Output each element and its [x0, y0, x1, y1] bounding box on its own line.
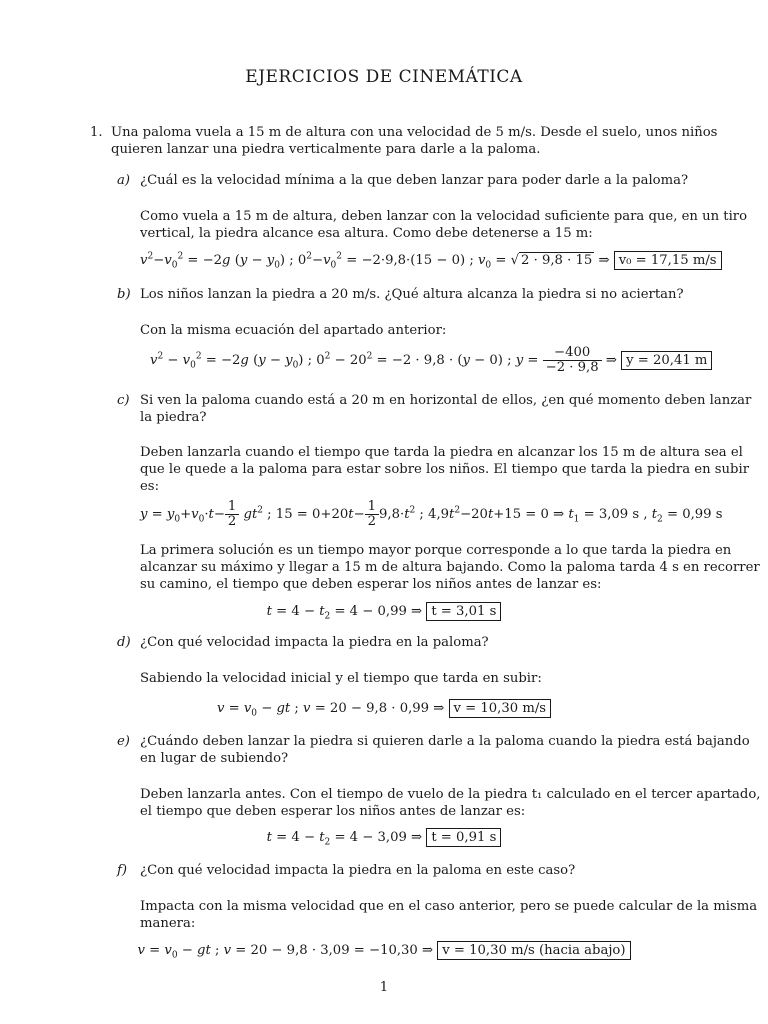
statement-line: quieren lanzar una piedra verticalmente para darle a la paloma.	[111, 142, 541, 157]
text-line: que le quede a la paloma para estar sobre los niños. El tiempo que tarda la piedra en subir	[140, 462, 750, 477]
result-box: t = 3,01 s	[426, 602, 501, 621]
part-question	[140, 733, 750, 767]
fraction: $\frac{-400}{-2 \cdot 9,8}$	[543, 346, 602, 375]
result-box: v = 10,30 m/s	[449, 699, 552, 718]
text-line: manera:	[140, 916, 196, 931]
part-text	[140, 208, 747, 242]
part-label: a)	[117, 173, 131, 188]
part-label: b)	[117, 287, 131, 302]
part-text: Con la misma ecuación del apartado anterior:	[140, 323, 447, 338]
text-line: vertical, la piedra alcance esa altura. Como debe detenerse a 15 m:	[140, 226, 593, 241]
equation-c: $y = y_0+v_0\cdot t-$ $\frac{1}{2}$ $gt^2$ ; 15 = 0+20t− $\frac{1}{2}$ $9,8\cdot t^2$ ; $4,9t^2-20t+15 = 0$ ⇒ $t_1 = 3,09$ s , $t_2 = 0,99$ s	[140, 499, 723, 529]
text-line: La primera solución es un tiempo mayor porque corresponde a lo que tarda la piedra en	[140, 543, 732, 558]
text-line: alcanzar su máximo y llegar a 15 m de altura bajando. Como la paloma tarda 4 s en recorrer	[140, 560, 760, 575]
part-question: Los niños lanzan la piedra a 20 m/s. ¿Qué altura alcanza la piedra si no aciertan?	[140, 287, 684, 302]
equation-f: $v = v_0$ − gt ; v = 20 − 9,8 · 3,09 = −10,30 ⇒ v = 10,30 m/s (hacia abajo)	[0, 942, 768, 959]
result-box: y = 20,41 m	[621, 351, 712, 370]
question-line: la piedra?	[140, 410, 207, 425]
text-line: el tiempo que deben esperar los niños antes de lanzar es:	[140, 804, 526, 819]
text-line: Deben lanzarla cuando el tiempo que tarda la piedra en alcanzar los 15 m de altura sea el	[140, 445, 743, 460]
part-text	[140, 444, 749, 495]
exercise-statement	[111, 124, 717, 158]
part-label: f)	[117, 863, 128, 878]
equation-d: $v = v_0$ − gt ; v = 20 − 9,8 · 0,99 ⇒ v = 10,30 m/s	[0, 700, 768, 717]
question-line: Si ven la paloma cuando está a 20 m en horizontal de ellos, ¿en qué momento deben lanzar	[140, 393, 752, 408]
part-label: e)	[117, 734, 130, 749]
equation-c2: $t = 4 - t_2 = 4 - 0,99$ ⇒ t = 3,01 s	[0, 603, 768, 620]
result-box: t = 0,91 s	[426, 828, 501, 847]
equation-b: $v^2 - v_0^2 = -2g$ $(y - y_0)$ ; $0^2 - 20^2 = -2 \cdot 9,8 \cdot (y - 0)$ ; y = $\frac{-400}{-2 \cdot 9,8}$ ⇒ y = 20,41 m	[150, 346, 712, 375]
text-line: su camino, el tiempo que deben esperar los niños antes de lanzar es:	[140, 577, 602, 592]
equation-e: $t = 4 - t_2 = 4 - 3,09$ ⇒ t = 0,91 s	[0, 829, 768, 846]
result-box: v = 10,30 m/s (hacia abajo)	[437, 941, 630, 960]
part-question	[140, 392, 751, 426]
part-label: c)	[117, 393, 130, 408]
part-question: ¿Cuál es la velocidad mínima a la que deben lanzar para poder darle a la paloma?	[140, 173, 689, 188]
page-number: 1	[379, 980, 389, 995]
text-line: Impacta con la misma velocidad que en el caso anterior, pero se puede calcular de la misma	[140, 899, 758, 914]
question-line: ¿Cuándo deben lanzar la piedra si quieren darle a la paloma cuando la piedra está bajando	[140, 734, 750, 749]
part-text	[140, 898, 757, 932]
part-question: ¿Con qué velocidad impacta la piedra en la paloma en este caso?	[140, 863, 576, 878]
part-question: ¿Con qué velocidad impacta la piedra en la paloma?	[140, 635, 489, 650]
part-text: Sabiendo la velocidad inicial y el tiempo que tarda en subir:	[140, 671, 542, 686]
text-line: Como vuela a 15 m de altura, deben lanzar con la velocidad suficiente para que, en un tiro	[140, 209, 748, 224]
equation-a: $v^2-v_0^2 = -2g$ $(y - y_0)$ ; $0^2-v_0^2 = -2\cdot 9,8\cdot(15 - 0)$ ; $v_0$ = √ 2 · 9,8 · 15 ⇒ v₀ = 17,15 m/s	[140, 252, 722, 269]
part-label: d)	[117, 635, 131, 650]
result-box: v₀ = 17,15 m/s	[614, 251, 722, 270]
part-text	[140, 542, 760, 593]
text-line: Deben lanzarla antes. Con el tiempo de vuelo de la piedra t₁ calculado en el tercer apartado,	[140, 787, 761, 802]
statement-line: Una paloma vuela a 15 m de altura con una velocidad de 5 m/s. Desde el suelo, unos niños	[111, 125, 718, 140]
text-line: es:	[140, 479, 160, 494]
page-title: EJERCICIOS DE CINEMÁTICA	[245, 67, 523, 87]
exercise-number: 1.	[90, 125, 103, 140]
question-line: en lugar de subiendo?	[140, 751, 289, 766]
part-text	[140, 786, 761, 820]
